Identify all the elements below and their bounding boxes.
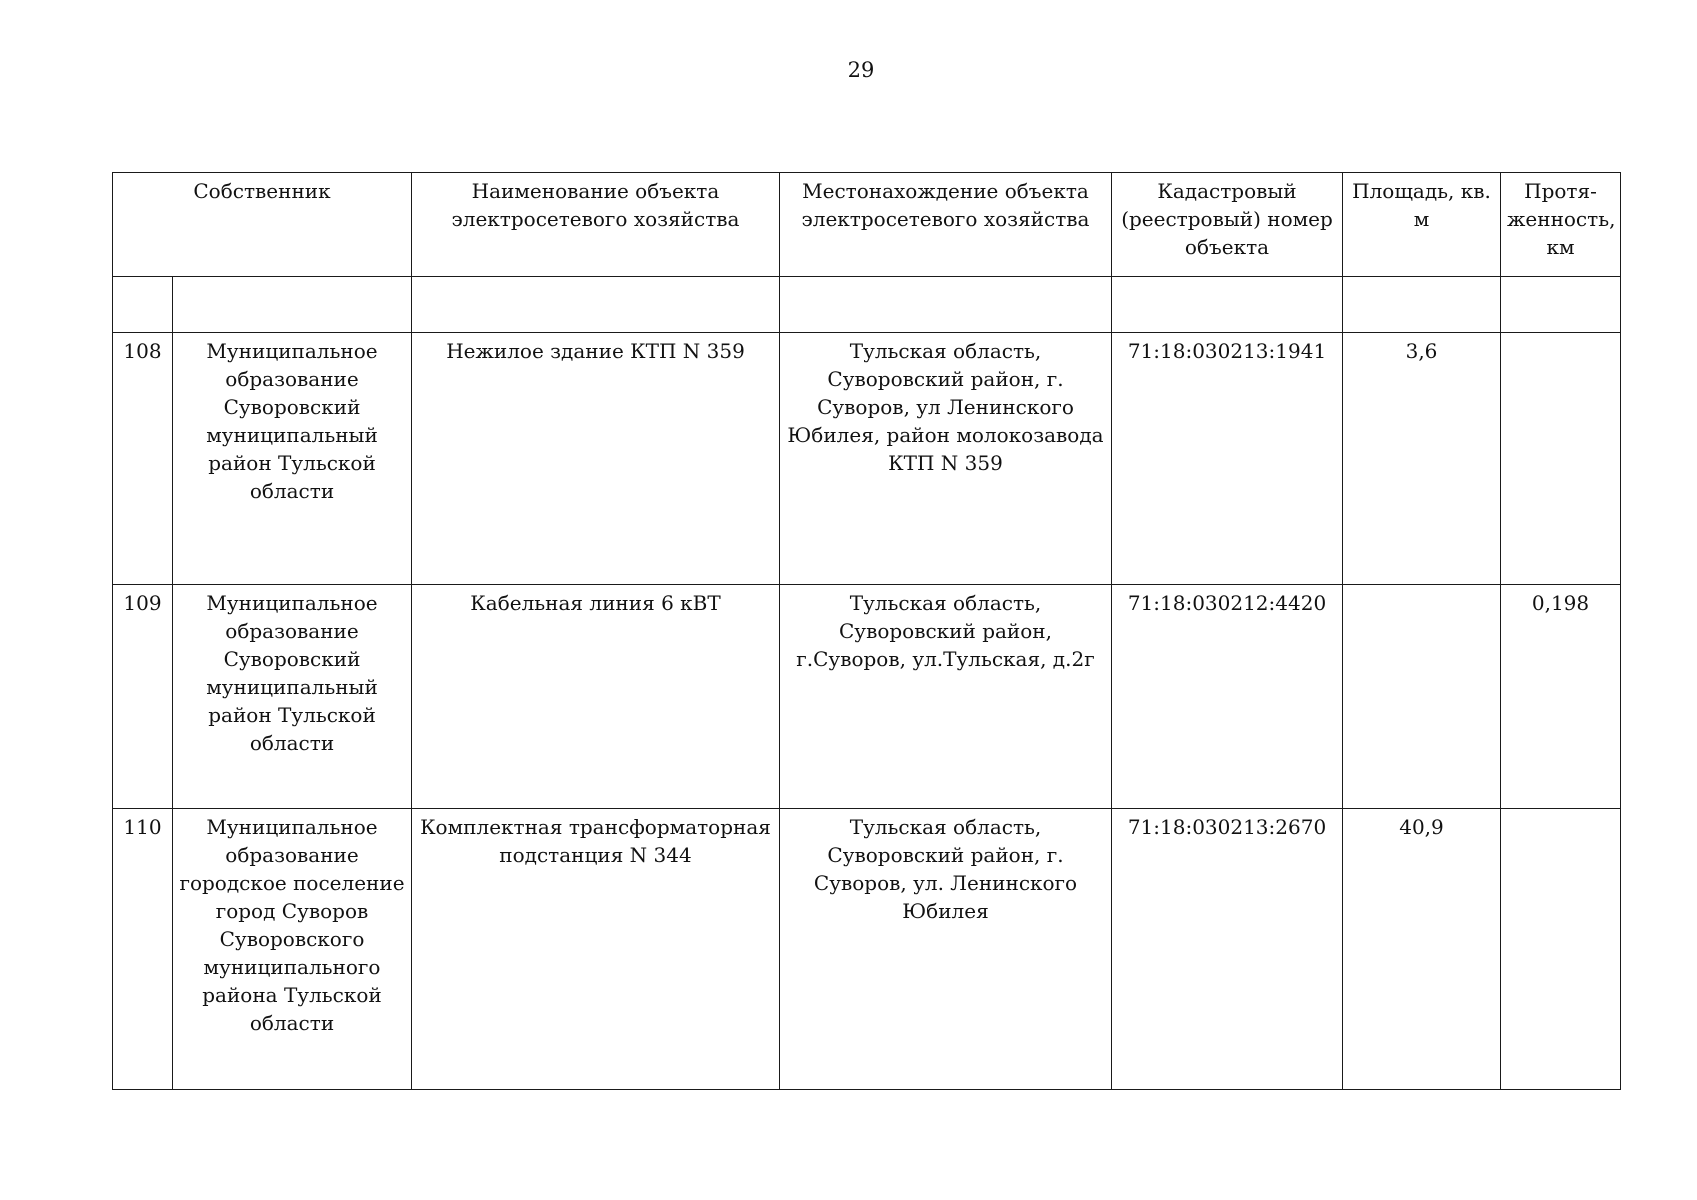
row-number: 109 bbox=[113, 585, 173, 809]
empty-cell bbox=[780, 277, 1112, 333]
location-cell: Тульская область, Суворовский район, г. Суворов, ул. Ленинского Юбилея bbox=[780, 809, 1112, 1090]
area-cell bbox=[1343, 585, 1501, 809]
header-location: Местонахождение объекта электросетевого хозяйства bbox=[780, 173, 1112, 277]
length-cell bbox=[1501, 809, 1621, 1090]
table-row bbox=[113, 333, 1621, 585]
object-name-cell: Нежилое здание КТП N 359 bbox=[412, 333, 780, 585]
registry-table bbox=[112, 172, 1621, 1090]
cadastral-number-cell: 71:18:030213:1941 bbox=[1112, 333, 1343, 585]
table-row bbox=[113, 585, 1621, 809]
header-area: Площадь, кв. м bbox=[1343, 173, 1501, 277]
cadastral-number-cell: 71:18:030213:2670 bbox=[1112, 809, 1343, 1090]
object-name-cell: Комплектная трансформаторная подстанция N 344 bbox=[412, 809, 780, 1090]
empty-row bbox=[113, 277, 1621, 333]
header-owner: Собственник bbox=[113, 173, 412, 277]
header-length: Протя-женность, км bbox=[1501, 173, 1621, 277]
area-cell: 3,6 bbox=[1343, 333, 1501, 585]
page-number: 29 bbox=[847, 58, 875, 82]
length-cell bbox=[1501, 333, 1621, 585]
empty-cell bbox=[113, 277, 173, 333]
cadastral-number-cell: 71:18:030212:4420 bbox=[1112, 585, 1343, 809]
location-cell: Тульская область, Суворовский район, г. Суворов, ул Ленинского Юбилея, район молокозавода КТП N 359 bbox=[780, 333, 1112, 585]
location-cell: Тульская область, Суворовский район, г.Суворов, ул.Тульская, д.2г bbox=[780, 585, 1112, 809]
table-row bbox=[113, 809, 1621, 1090]
row-number: 108 bbox=[113, 333, 173, 585]
owner-cell: Муниципальное образование городское поселение город Суворов Суворовского муниципального района Тульской области bbox=[173, 809, 412, 1090]
header-object-name: Наименование объекта электросетевого хозяйства bbox=[412, 173, 780, 277]
header-row bbox=[113, 173, 1621, 277]
empty-cell bbox=[1343, 277, 1501, 333]
empty-cell bbox=[1501, 277, 1621, 333]
empty-cell bbox=[173, 277, 412, 333]
object-name-cell: Кабельная линия 6 кВТ bbox=[412, 585, 780, 809]
empty-cell bbox=[412, 277, 780, 333]
length-cell: 0,198 bbox=[1501, 585, 1621, 809]
header-cadastral-number: Кадастровый (реестровый) номер объекта bbox=[1112, 173, 1343, 277]
row-number: 110 bbox=[113, 809, 173, 1090]
owner-cell: Муниципальное образование Суворовский муниципальный район Тульской области bbox=[173, 333, 412, 585]
area-cell: 40,9 bbox=[1343, 809, 1501, 1090]
empty-cell bbox=[1112, 277, 1343, 333]
owner-cell: Муниципальное образование Суворовский муниципальный район Тульской области bbox=[173, 585, 412, 809]
